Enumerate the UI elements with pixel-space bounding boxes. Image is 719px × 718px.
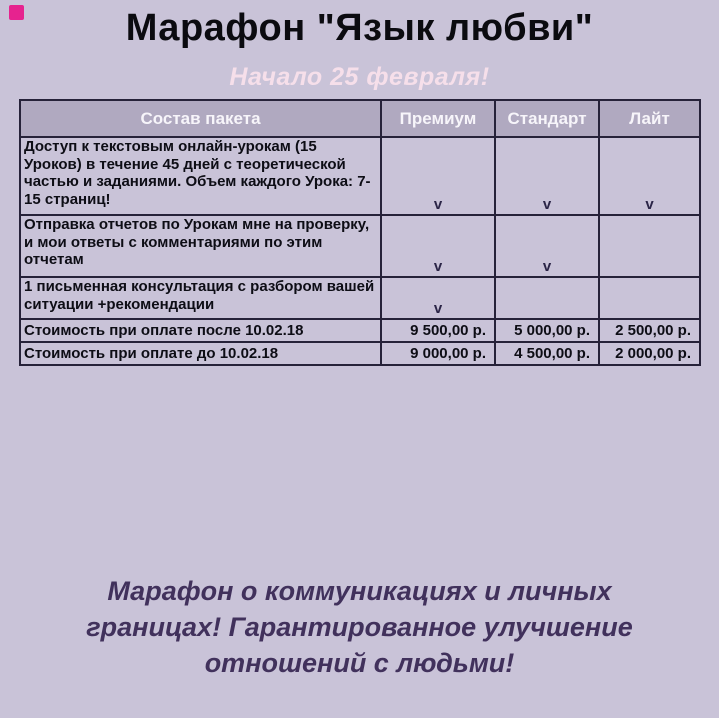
table-row-lessons-access (20, 137, 700, 215)
lite-price: 2 500,00 р. (599, 319, 700, 342)
start-date-subtitle: Начало 25 февраля! (229, 63, 490, 91)
premium-price: 9 000,00 р. (381, 342, 495, 365)
table-row-price-before-deadline (20, 342, 700, 365)
premium-price: 9 500,00 р. (381, 319, 495, 342)
column-header-lite: Лайт (599, 100, 700, 137)
lite-price: 2 000,00 р. (599, 342, 700, 365)
premium-checkmark: v (381, 277, 495, 319)
column-header-premium: Премиум (381, 100, 495, 137)
standard-checkmark: v (495, 137, 599, 215)
standard-checkmark (495, 277, 599, 319)
column-header-standard: Стандарт (495, 100, 599, 137)
table-row-price-after-deadline (20, 319, 700, 342)
lite-checkmark (599, 215, 700, 277)
table-row-reports-review (20, 215, 700, 277)
feature-description: Отправка отчетов по Урокам мне на проверку, и мои ответы с комментариями по этим отчетам (20, 215, 381, 277)
price-row-label: Стоимость при оплате после 10.02.18 (20, 319, 381, 342)
standard-checkmark: v (495, 215, 599, 277)
premium-checkmark: v (381, 137, 495, 215)
lite-checkmark (599, 277, 700, 319)
page-title: Марафон "Язык любви" (125, 7, 594, 49)
column-header-package-contents: Состав пакета (20, 100, 381, 137)
table-header-row (20, 100, 700, 137)
premium-checkmark: v (381, 215, 495, 277)
feature-description: Доступ к текстовым онлайн-урокам (15 Уроков) в течение 45 дней с теоретической частью и заданиями. Объем каждого Урока: 7-15 страниц! (20, 137, 381, 215)
standard-price: 4 500,00 р. (495, 342, 599, 365)
lite-checkmark: v (599, 137, 700, 215)
pricing-table (19, 99, 701, 366)
footer-description: Марафон о коммуникациях и личных границах! Гарантированное улучшение отношений с людьми! (86, 576, 633, 678)
standard-price: 5 000,00 р. (495, 319, 599, 342)
feature-description: 1 письменная консультация с разбором вашей ситуации +рекомендации (20, 277, 381, 319)
corner-marker (9, 5, 24, 20)
table-row-written-consultation (20, 277, 700, 319)
price-row-label: Стоимость при оплате до 10.02.18 (20, 342, 381, 365)
